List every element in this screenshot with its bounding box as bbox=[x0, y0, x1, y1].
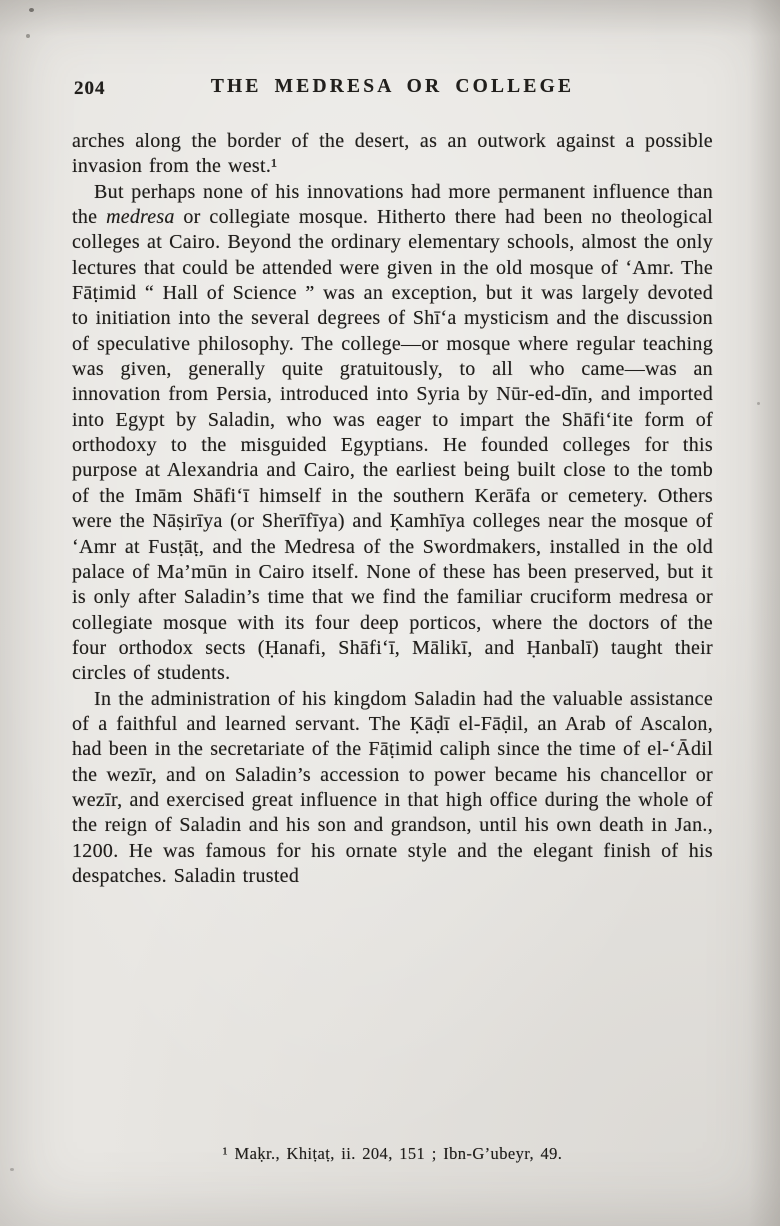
paragraph-text: But perhaps none of his innovations had more permanent influence than the bbox=[72, 180, 713, 229]
paragraph-administration: In the administration of his kingdom Saladin had the valuable assistance of a faithful and learned servant. The Ḳāḍī el-Fāḍil, an Arab of Ascalon, had been in the secretariate of the Fāṭimid caliph since the time of el-‘Ādil the wezīr, and on Saladin’s accession to power became his chancellor or wezīr, and exercised great influence in that high office during the whole of the reign of Saladin and his son and grandson, until his own death in Jan., 1200. He was famous for his ornate style and the elegant finish of his despatches. Saladin trusted bbox=[72, 687, 713, 887]
running-head bbox=[72, 76, 713, 104]
running-header-title: THE MEDRESA OR COLLEGE bbox=[210, 76, 575, 97]
scan-speck bbox=[29, 8, 34, 12]
scan-speck bbox=[757, 402, 760, 405]
scan-speck bbox=[10, 1168, 14, 1171]
paragraph-text: or collegiate mosque. Hitherto there had been no theological colleges at Cairo. Beyond the ordinary elementary schools, almost the only lectures that could be attended were given in the old mosque of ‘Amr. The Fāṭimid “ Hall of Science ” was an exception, but it was largely devoted to initiation into the several degrees of Shī‘a mysticism and the discussion of speculative philosophy. The college—or mosque where regular teaching was given, generally quite gratuitously, to all who came—was an innovation from Persia, introduced into Syria by Nūr-ed-dīn, and imported into Egypt by Saladin, who was eager to impart the Shāfi‘ite form of orthodoxy to the misguided Egyptians. He founded colleges for this purpose at Alexandria and Cairo, the earliest being built close to the tomb of the Imām Shāfi‘ī himself in the southern Kerāfa or cemetery. Others were the Nāṣirīya (or Sherīfīya) and Ḳamhīya colleges near the mosque of ‘Amr at Fusṭāṭ, and the Medresa of the Swordmakers, installed in the old palace of Ma’mūn in Cairo itself. None of these has been preserved, but it is only after Saladin’s time that we find the familiar cruciform medresa or collegiate mosque with its four deep porticos, where the doctors of the four orthodox sects (Ḥanafi, Shāfi‘ī, Mālikī, and Ḥanbalī) taught their circles of students. bbox=[72, 206, 713, 685]
footnote: ¹ Maḳr., Khiṭaṭ, ii. 204, 151 ; Ibn-G’ubeyr, 49. bbox=[222, 1144, 563, 1163]
scan-speck bbox=[26, 34, 30, 38]
paragraph-continuation: arches along the border of the desert, as an outwork against a possible invasion from the west.¹ bbox=[72, 130, 713, 178]
body-text bbox=[72, 129, 713, 889]
page-number: 204 bbox=[74, 78, 106, 99]
paragraph-medresa bbox=[72, 180, 713, 687]
italic-term-medresa: medresa bbox=[106, 206, 175, 229]
